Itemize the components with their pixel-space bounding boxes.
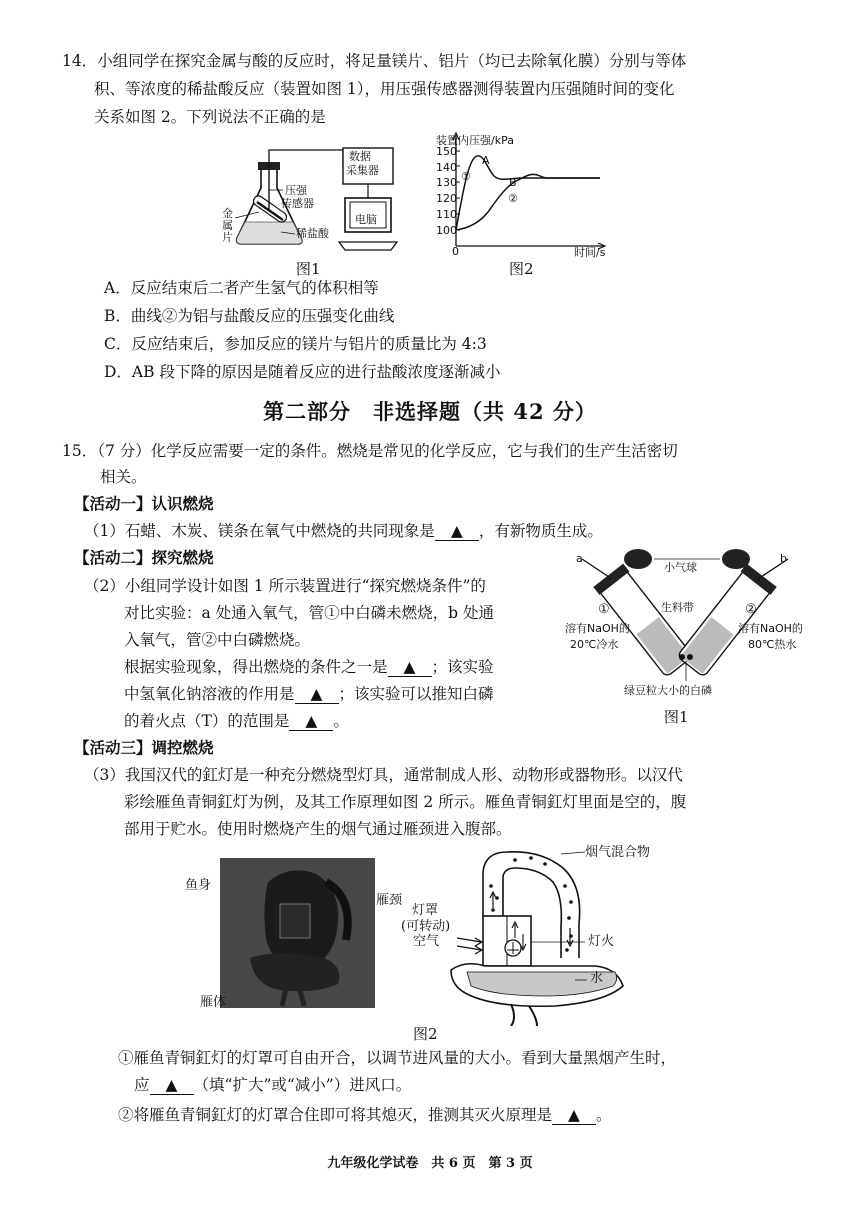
- q15-sub1-line2-text: 应: [134, 1076, 150, 1094]
- q15-sub1-line2: [134, 1074, 411, 1096]
- q15-part3-line1: （3）我国汉代的釭灯是一种充分燃烧型灯具，通常制成人形、动物形或器物形。以汉代: [84, 766, 683, 784]
- q15-fish-label: 鱼身: [185, 878, 212, 893]
- q15-band-label: 生料带: [661, 601, 694, 614]
- q15-sub2-end: 。: [596, 1106, 612, 1124]
- q15-part1-text-end: ，有新物质生成。: [478, 522, 603, 540]
- q15-body-label: 雁体: [200, 995, 227, 1010]
- q14-ytick-100: 100: [436, 224, 457, 237]
- q14-ytick-140: 140: [436, 161, 457, 174]
- q14-ytick-120: 120: [436, 192, 457, 205]
- q15-part2-line6-text: 的着火点（T）的范围是: [124, 712, 290, 730]
- q15-activity1-title: 【活动一】认识燃烧: [74, 494, 214, 513]
- q15-left-water-label-1: 溶有NaOH的: [565, 622, 630, 635]
- q15-phosphorus-label: 绿豆粒大小的白磷: [624, 684, 712, 697]
- q15-part1-text: （1）石蜡、木炭、镁条在氧气中燃烧的共同现象是: [84, 522, 435, 540]
- q15-part2-line1: （2）小组同学设计如图 1 所示装置进行“探究燃烧条件”的: [84, 577, 486, 595]
- q15-part2-line5-end: ；该实验可以推知白磷: [338, 685, 494, 703]
- q15-part2-condition-blank[interactable]: ▲: [388, 658, 432, 677]
- q15-sub1-answer-blank[interactable]: ▲: [150, 1076, 194, 1095]
- q15-inlet-a-label: a: [576, 552, 583, 565]
- q15-part2-ignition-blank[interactable]: ▲: [289, 712, 333, 731]
- q14-stem-line3: 关系如图 2。下列说法不正确的是: [94, 108, 326, 126]
- q15-water-label: 水: [590, 971, 604, 986]
- q15-air-label: 空气: [413, 934, 440, 949]
- q15-tube1-label: ①: [598, 602, 610, 617]
- q15-balloon-label: 小气球: [664, 561, 697, 574]
- q15-shade-label-2: (可转动): [401, 919, 451, 934]
- q14-collector-label-1: 数据: [349, 150, 371, 163]
- q15-activity2-title: 【活动二】探究燃烧: [74, 548, 214, 567]
- q14-sensor-label-2: 传感器: [281, 197, 314, 210]
- q14-metal-label-3: 片: [222, 231, 233, 244]
- q14-metal-label-2: 属: [222, 219, 233, 232]
- q14-ytick-130: 130: [436, 176, 457, 189]
- page-footer: 九年级化学试卷 共 6 页 第 3 页: [327, 1156, 533, 1171]
- q15-lamp-photo: [220, 858, 375, 1008]
- q15-sub2-answer-blank[interactable]: ▲: [552, 1106, 596, 1125]
- q14-option-a: A．反应结束后二者产生氢气的体积相等: [104, 279, 379, 297]
- q14-ytick-110: 110: [436, 208, 457, 221]
- q15-part2-line4-end: ；该实验: [431, 658, 494, 676]
- q14-graph-ylabel: 装置内压强/kPa: [436, 134, 514, 147]
- q15-sub1-line1: ①雁鱼青铜釭灯的灯罩可自由开合，以调节进风量的大小。看到大量黑烟产生时，: [118, 1049, 677, 1067]
- q14-acid-label: 稀盐酸: [296, 227, 329, 240]
- q15-part2-line6: [124, 710, 349, 732]
- q15-part2-line4-text: 根据实验现象，得出燃烧的条件之一是: [124, 658, 388, 676]
- q15-part1-answer-blank[interactable]: ▲: [435, 522, 479, 541]
- q14-collector-label-2: 采集器: [346, 164, 379, 177]
- q14-graph-xlabel: 时间/s: [574, 246, 606, 259]
- q14-sensor-label-1: 压强: [285, 184, 307, 197]
- q14-point-b: B: [509, 176, 517, 189]
- q15-fig1-caption: 图1: [664, 708, 689, 726]
- q15-sub1-line2-end: （填“扩大”或“减小”）进风口。: [193, 1076, 412, 1094]
- q15-sub2-text: ②将雁鱼青铜釭灯的灯罩合住即可将其熄灭，推测其灭火原理是: [118, 1106, 553, 1124]
- q14-graph-origin: 0: [452, 245, 459, 258]
- q15-fire-label: 灯火: [588, 934, 615, 949]
- q15-part3-line2: 彩绘雁鱼青铜釭灯为例，及其工作原理如图 2 所示。雁鱼青铜釭灯里面是空的，腹: [124, 793, 687, 811]
- q14-stem-line1: 14．小组同学在探究金属与酸的反应时，将足量镁片、铝片（均已去除氧化膜）分别与等体: [62, 52, 687, 70]
- q14-curve2-label: ②: [508, 192, 518, 205]
- q15-part2-line5-text: 中氢氧化钠溶液的作用是: [124, 685, 295, 703]
- q15-inlet-b-label: b: [780, 552, 787, 565]
- q15-activity3-title: 【活动三】调控燃烧: [74, 738, 214, 757]
- section2-title: 第二部分 非选择题（共 42 分）: [263, 399, 597, 424]
- q14-metal-label-1: 金: [222, 207, 233, 220]
- q14-stem-line2: 积、等浓度的稀盐酸反应（装置如图 1），用压强传感器测得装置内压强随时间的变化: [94, 80, 675, 98]
- q15-part2-line4: [124, 656, 494, 678]
- q15-smoke-label: 烟气混合物: [585, 845, 651, 860]
- q15-shade-label-1: 灯罩: [412, 903, 439, 918]
- q14-option-d: D．AB 段下降的原因是随着反应的进行盐酸浓度逐渐减小: [104, 363, 501, 381]
- q14-curve1-label: ①: [461, 170, 471, 183]
- q15-fig2-caption: 图2: [413, 1025, 438, 1043]
- q15-part2-line6-end: 。: [333, 712, 349, 730]
- q15-right-water-label-2: 80℃热水: [748, 638, 797, 651]
- q14-ytick-150: 150: [436, 145, 457, 158]
- q14-apparatus-figure: [215, 138, 415, 268]
- q15-left-water-label-2: 20℃冷水: [570, 638, 619, 651]
- q15-stem-line1: 15．（7 分）化学反应需要一定的条件。燃烧是常见的化学反应，它与我们的生产生活密切: [62, 442, 678, 460]
- q14-fig2-caption: 图2: [509, 260, 534, 278]
- q14-fig1-caption: 图1: [296, 260, 321, 278]
- q15-neck-label: 雁颈: [376, 893, 403, 908]
- q15-sub2-line: [118, 1104, 612, 1126]
- q14-point-a: A: [482, 154, 490, 167]
- q15-stem-line2: 相关。: [100, 468, 147, 486]
- q15-part2-naoh-blank[interactable]: ▲: [295, 685, 339, 704]
- q15-part2-line2: 对比实验：a 处通入氧气，管①中白磷未燃烧，b 处通: [124, 604, 495, 622]
- q15-part1: [84, 520, 603, 542]
- q15-part2-line3: 入氧气，管②中白磷燃烧。: [124, 631, 311, 649]
- q15-part2-line5: [124, 683, 494, 705]
- q14-option-b: B．曲线②为铝与盐酸反应的压强变化曲线: [104, 307, 395, 325]
- q15-part3-line3: 部用于贮水。使用时燃烧产生的烟气通过雁颈进入腹部。: [124, 820, 512, 838]
- q15-tube2-label: ②: [745, 602, 757, 617]
- q15-right-water-label-1: 溶有NaOH的: [738, 622, 803, 635]
- q14-option-c: C．反应结束后，参加反应的镁片与铝片的质量比为 4:3: [104, 335, 487, 353]
- q14-computer-label: 电脑: [355, 213, 377, 226]
